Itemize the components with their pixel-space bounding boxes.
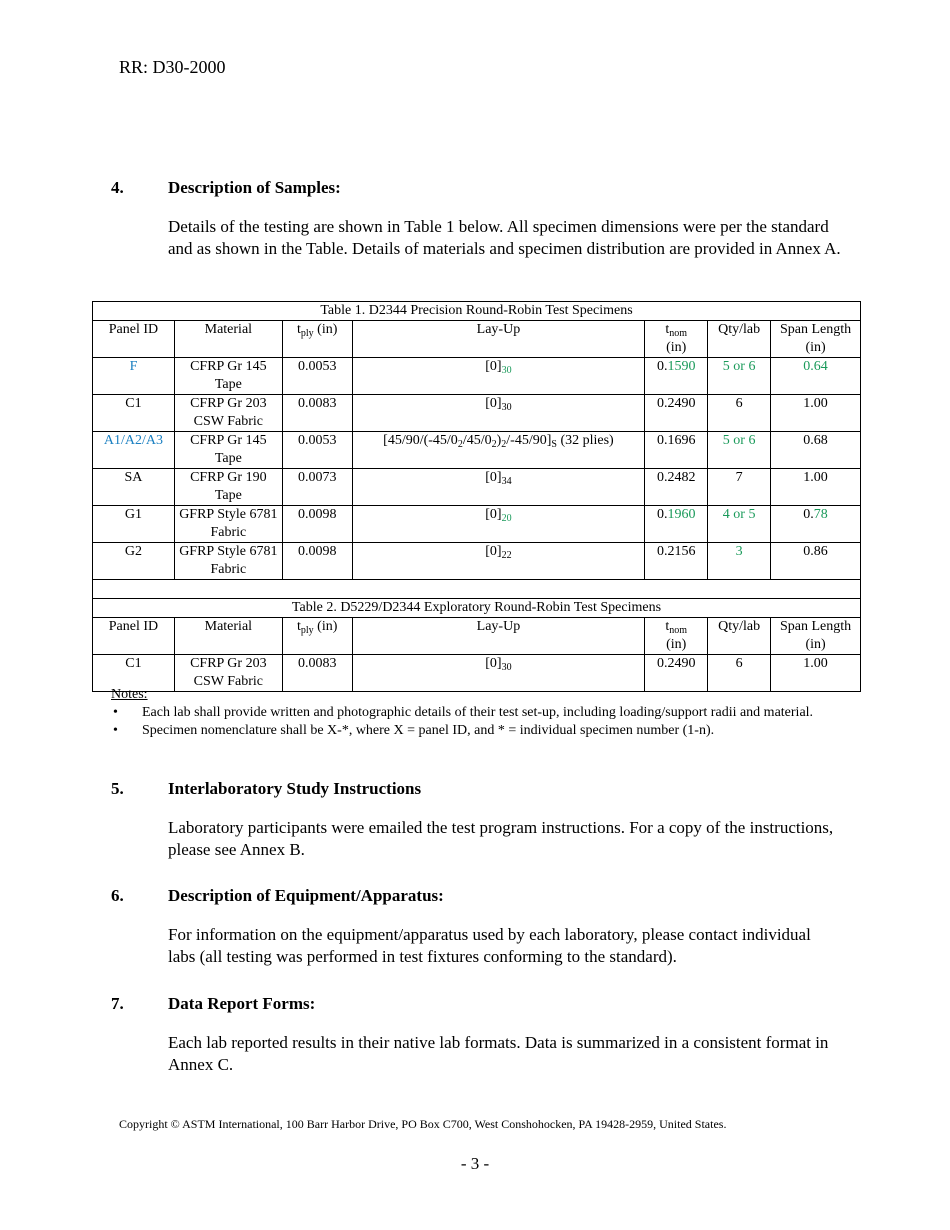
notes-heading: Notes: <box>111 687 148 702</box>
layup: $[45/90/(-45/0_2/45/0_2)_2/-45/90]_S$ (32 plies) <box>352 432 645 469</box>
running-header: RR: D30-2000 <box>119 57 226 77</box>
section-title: Description of Samples: <box>168 178 341 197</box>
panel-id: G2 <box>93 543 175 580</box>
tply: 0.0098 <box>282 543 352 580</box>
header-panel-id: Panel ID <box>93 618 175 655</box>
section-number: 5. <box>111 779 124 798</box>
material: CFRP Gr 190 Tape <box>174 469 282 506</box>
qty: 5 or 6 <box>708 432 771 469</box>
copyright-footer: Copyright © ASTM International, 100 Barr Harbor Drive, PO Box C700, West Conshohocken, PA 19428-2959, United States. <box>119 1117 727 1131</box>
table1-caption: Table 1. D2344 Precision Round-Robin Test Specimens <box>93 302 861 321</box>
layup: $[0]_{22}$ <box>352 543 645 580</box>
section-number: 4. <box>111 178 124 197</box>
table-row <box>93 358 861 395</box>
section-6 <box>111 886 841 968</box>
panel-id: C1 <box>93 395 175 432</box>
panel-id: G1 <box>93 506 175 543</box>
tnom: 0.1590 <box>645 358 708 395</box>
layup: $[0]_{30}$ <box>352 358 645 395</box>
header-qty: Qty/lab <box>708 321 771 358</box>
qty: 6 <box>708 395 771 432</box>
qty: 4 or 5 <box>708 506 771 543</box>
table2-header-row <box>93 618 861 655</box>
section-number: 6. <box>111 886 124 905</box>
header-tply: $t_{ply}$ (in) <box>282 618 352 655</box>
material: CFRP Gr 145 Tape <box>174 358 282 395</box>
list-item: • Each lab shall provide written and photographic details of their test set-up, including loading/support radii and material. <box>113 705 814 720</box>
span: 0.64 <box>771 358 861 395</box>
tply: 0.0083 <box>282 655 352 692</box>
section-body: For information on the equipment/apparatus used by each laboratory, please contact individual labs (all testing was performed in test fixtures conforming to the standard). <box>168 925 811 966</box>
header-material: Material <box>174 321 282 358</box>
section-title: Interlaboratory Study Instructions <box>168 779 422 798</box>
table-row <box>93 469 861 506</box>
span: 1.00 <box>771 469 861 506</box>
section-7 <box>111 994 841 1076</box>
span: 0.78 <box>771 506 861 543</box>
table-row <box>93 432 861 469</box>
qty: 3 <box>708 543 771 580</box>
header-panel-id: Panel ID <box>93 321 175 358</box>
bullet-icon: • <box>113 705 118 720</box>
tply: 0.0053 <box>282 358 352 395</box>
header-material: Material <box>174 618 282 655</box>
section-4 <box>111 178 841 260</box>
section-title: Description of Equipment/Apparatus: <box>168 886 444 905</box>
layup: $[0]_{30}$ <box>352 395 645 432</box>
table-row <box>93 543 861 580</box>
layup: $[0]_{30}$ <box>352 655 645 692</box>
section-body: Laboratory participants were emailed the test program instructions. For a copy of the instructions, please see Annex B. <box>168 818 834 859</box>
tply: 0.0053 <box>282 432 352 469</box>
tnom: 0.2490 <box>645 655 708 692</box>
section-body: Details of the testing are shown in Table 1 below. All specimen dimensions were per the standard and as shown in the Table. Details of materials and specimen distribution are provided in Annex A. <box>168 217 841 258</box>
span: 0.86 <box>771 543 861 580</box>
span: 0.68 <box>771 432 861 469</box>
panel-id: SA <box>93 469 175 506</box>
tply: 0.0098 <box>282 506 352 543</box>
material: CFRP Gr 203 CSW Fabric <box>174 395 282 432</box>
header-layup: Lay-Up <box>352 321 645 358</box>
header-span: Span Length (in) <box>771 618 861 655</box>
span: 1.00 <box>771 395 861 432</box>
layup: $[0]_{20}$ <box>352 506 645 543</box>
table-row <box>93 395 861 432</box>
bullet-icon: • <box>113 723 118 738</box>
tply: 0.0083 <box>282 395 352 432</box>
qty: 6 <box>708 655 771 692</box>
tply: 0.0073 <box>282 469 352 506</box>
section-number: 7. <box>111 994 124 1013</box>
page-number: - 3 - <box>460 1154 490 1173</box>
table-spacer <box>93 580 861 599</box>
tnom: 0.2156 <box>645 543 708 580</box>
layup: $[0]_{34}$ <box>352 469 645 506</box>
panel-id: A1/A2/A3 <box>93 432 175 469</box>
panel-id: F <box>93 358 175 395</box>
span: 1.00 <box>771 655 861 692</box>
specimen-table <box>92 301 861 692</box>
tnom: 0.2482 <box>645 469 708 506</box>
tnom: 0.1696 <box>645 432 708 469</box>
header-tply: $t_{ply}$ (in) <box>282 321 352 358</box>
table-notes <box>111 686 851 740</box>
material: GFRP Style 6781 Fabric <box>174 506 282 543</box>
section-title: Data Report Forms: <box>168 994 316 1013</box>
header-tnom: $t_{nom}$ (in) <box>645 618 708 655</box>
panel-id: C1 <box>93 655 175 692</box>
header-qty: Qty/lab <box>708 618 771 655</box>
header-span: Span Length (in) <box>771 321 861 358</box>
material: CFRP Gr 203 CSW Fabric <box>174 655 282 692</box>
header-tnom: $t_{nom}$ (in) <box>645 321 708 358</box>
material: GFRP Style 6781 Fabric <box>174 543 282 580</box>
tnom: 0.2490 <box>645 395 708 432</box>
section-5 <box>111 779 841 861</box>
list-item: • Specimen nomenclature shall be X-*, where X = panel ID, and * = individual specimen number (1-n). <box>113 723 715 738</box>
table2-caption: Table 2. D5229/D2344 Exploratory Round-Robin Test Specimens <box>93 599 861 618</box>
material: CFRP Gr 145 Tape <box>174 432 282 469</box>
table-row <box>93 506 861 543</box>
tnom: 0.1960 <box>645 506 708 543</box>
table1-header-row <box>93 321 861 358</box>
section-body: Each lab reported results in their native lab formats. Data is summarized in a consistent format in Annex C. <box>168 1033 829 1074</box>
header-layup: Lay-Up <box>352 618 645 655</box>
qty: 7 <box>708 469 771 506</box>
qty: 5 or 6 <box>708 358 771 395</box>
